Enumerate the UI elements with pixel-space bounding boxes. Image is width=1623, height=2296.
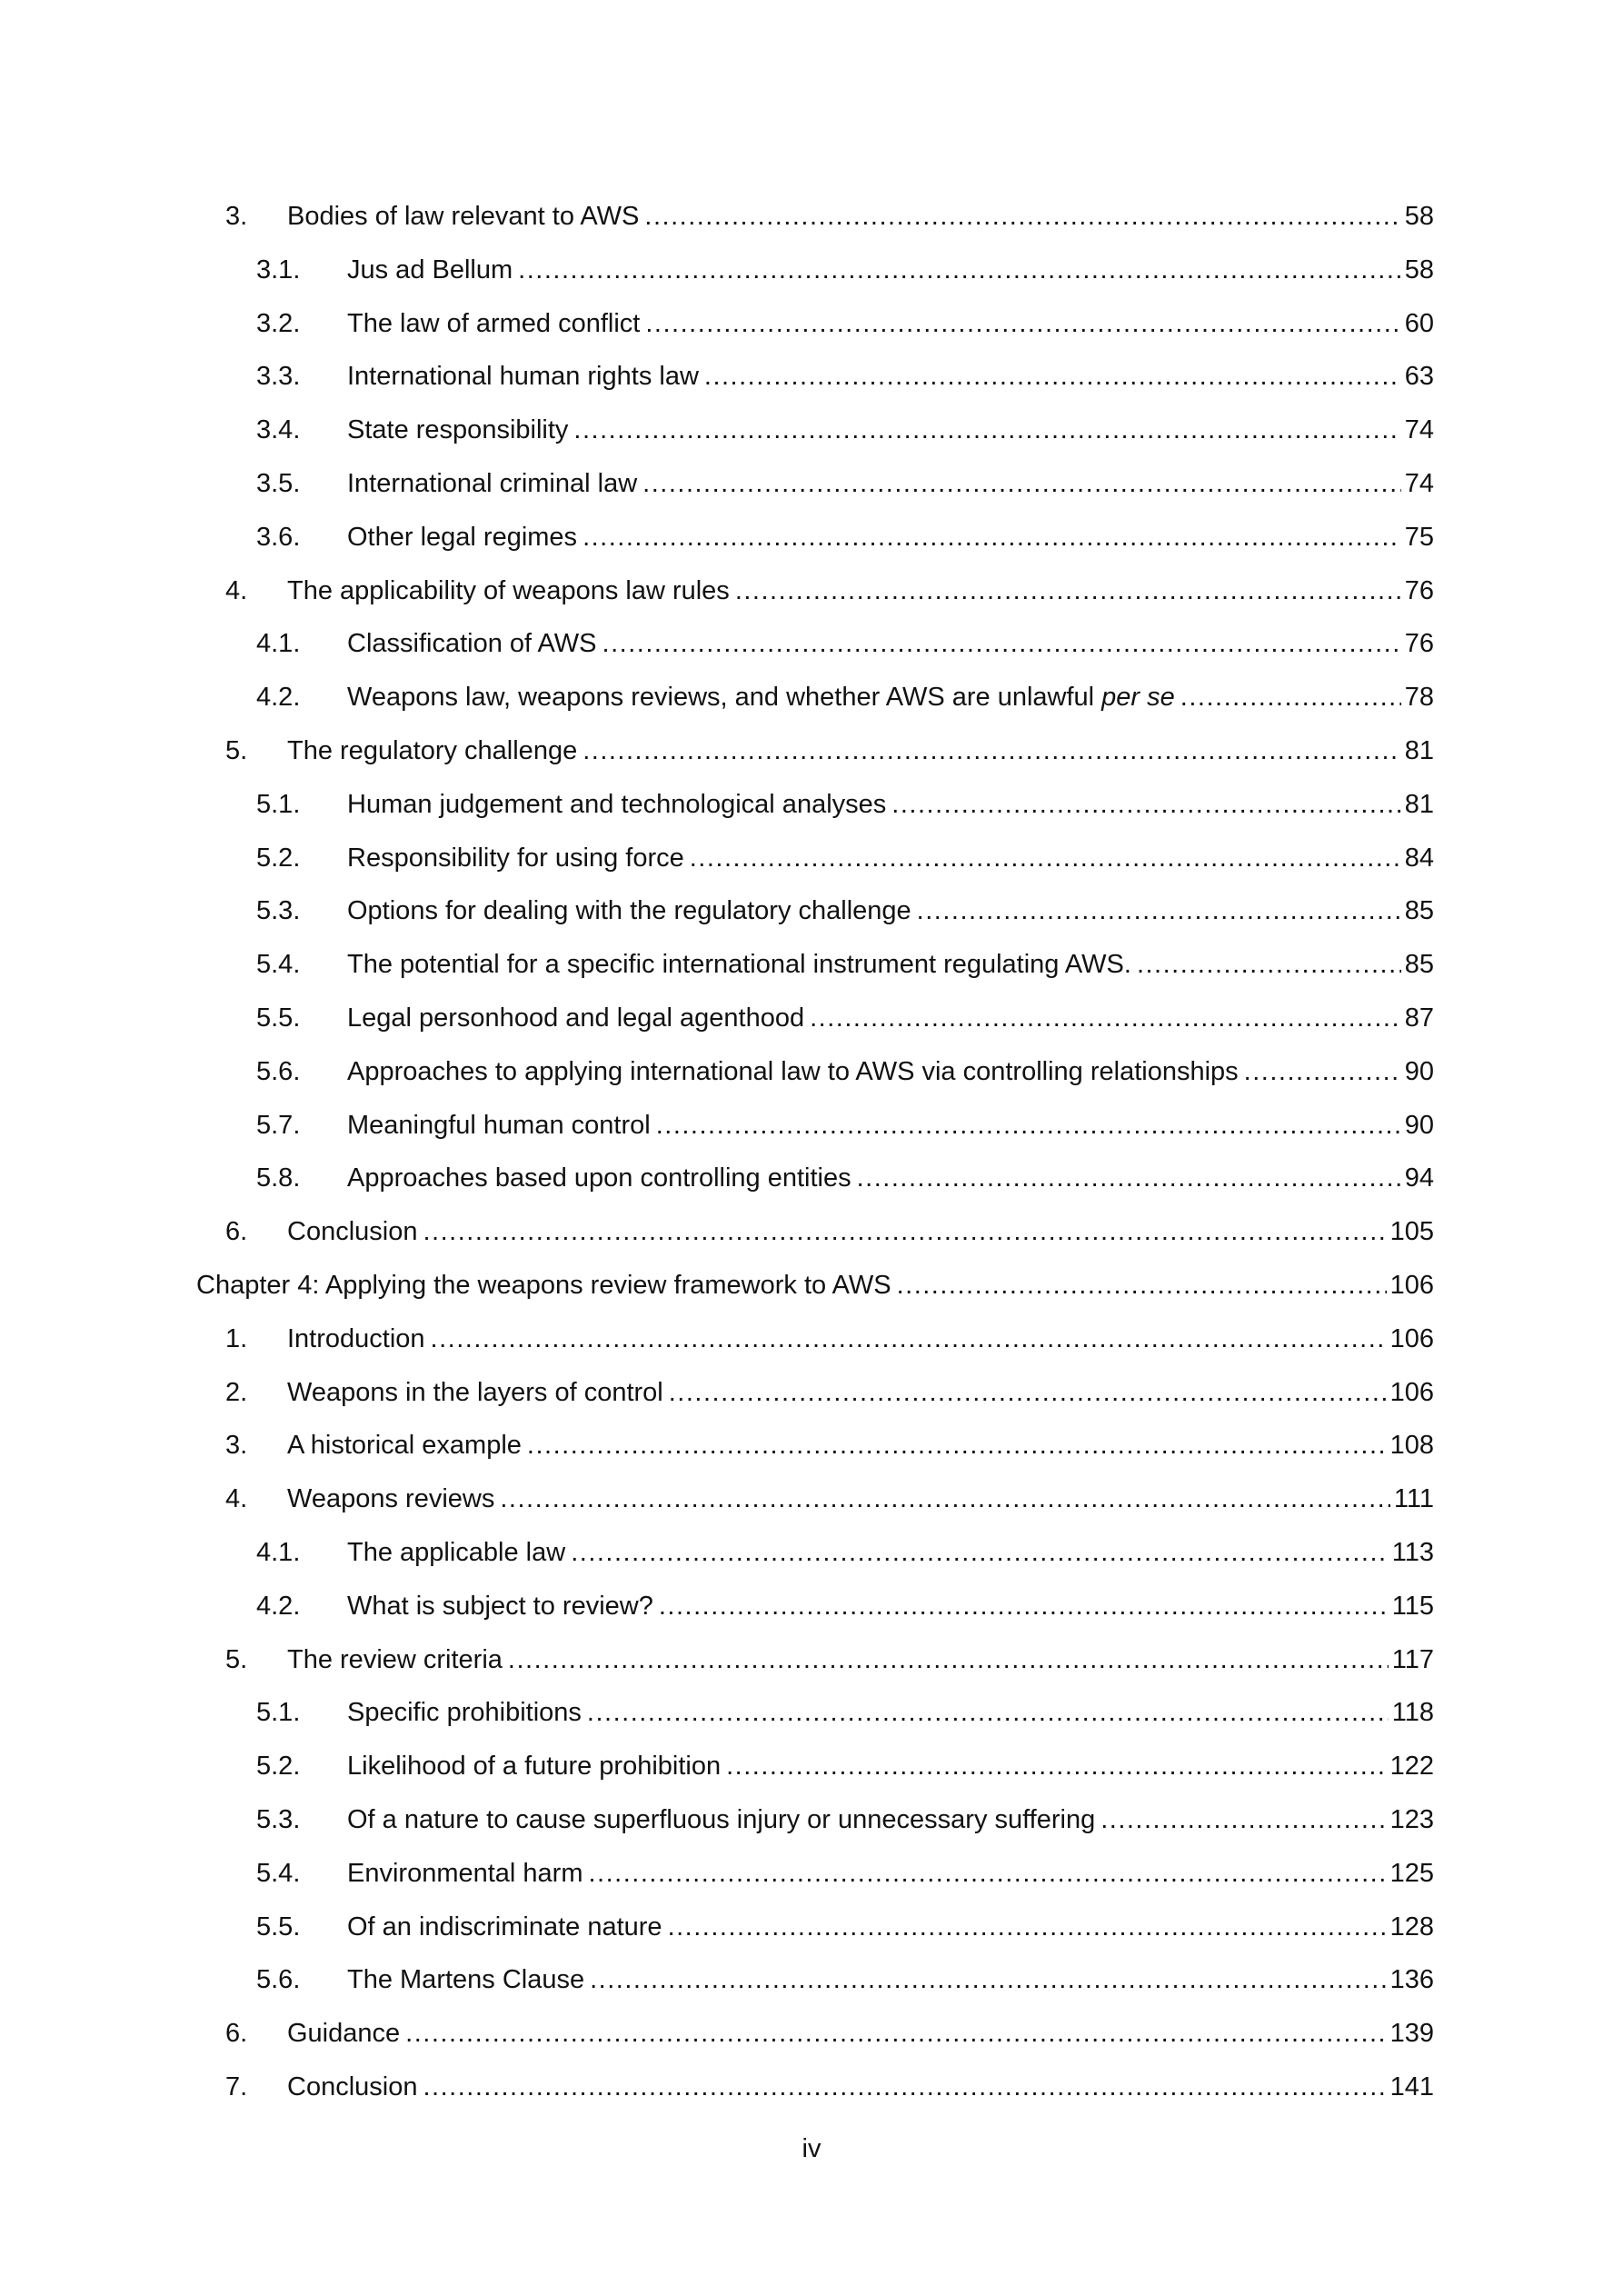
- toc-entry-page-number: 122: [1389, 1752, 1434, 1782]
- toc-entry-title: [347, 414, 568, 446]
- toc-entry-title: [347, 521, 577, 554]
- dot-leader: [659, 1590, 1389, 1622]
- toc-entry-number: 5.4.: [256, 950, 301, 980]
- toc-entry-page-number: 85: [1404, 896, 1434, 926]
- toc-entry-number: 5.5.: [256, 1003, 301, 1033]
- toc-entry-number: 5.1.: [256, 789, 301, 819]
- toc-entry-title: [347, 681, 1175, 714]
- toc-entry-title-text: Environmental harm: [347, 1858, 583, 1888]
- dot-leader: [810, 1002, 1401, 1034]
- toc-entry-number: 5.1.: [256, 1698, 301, 1728]
- toc-entry-title-text: Weapons in the layers of control: [287, 1377, 663, 1407]
- dot-leader: [891, 788, 1400, 821]
- toc-entry-page-number: 106: [1389, 1377, 1434, 1407]
- toc-entry-title-text: International criminal law: [347, 468, 638, 498]
- toc-entry-number: 7.: [225, 2071, 248, 2101]
- dot-leader: [1244, 1055, 1401, 1088]
- toc-entry-number: 6.: [225, 2019, 248, 2049]
- toc-entry-line: [225, 1323, 1434, 1355]
- dot-leader: [508, 1643, 1389, 1676]
- toc-entry[interactable]: [0, 1208, 1623, 1262]
- toc-entry-number: 5.3.: [256, 1804, 301, 1834]
- toc-entry-title-text: Weapons reviews: [287, 1484, 495, 1514]
- toc-entry-title: [347, 1750, 721, 1782]
- toc-entry-number: 5.2.: [256, 843, 301, 873]
- toc-entry-title-text: The Martens Clause: [347, 1965, 585, 1995]
- dot-leader: [857, 1162, 1401, 1194]
- toc-entry-title: [347, 1055, 1239, 1088]
- toc-entry-line: [256, 1803, 1434, 1836]
- toc-entry-title: [287, 2071, 417, 2103]
- toc-entry-page-number: 76: [1404, 629, 1434, 659]
- toc-entry-number: 3.4.: [256, 415, 301, 445]
- toc-entry[interactable]: [0, 2010, 1623, 2063]
- dot-leader: [656, 1109, 1401, 1142]
- dot-leader: [589, 1857, 1387, 1890]
- toc-entry-title: [287, 200, 639, 233]
- toc-entry-number: 4.1.: [256, 1537, 301, 1567]
- toc-entry-number: 5.: [225, 735, 248, 765]
- toc-entry-title-text: Options for dealing with the regulatory challenge: [347, 896, 911, 926]
- toc-entry-page-number: 85: [1404, 950, 1434, 980]
- toc-entry-title: [196, 1269, 891, 1302]
- toc-entry-title-text: The potential for a specific international instrument regulating AWS.: [347, 950, 1131, 980]
- toc-entry-title-text: Conclusion: [287, 2071, 418, 2101]
- toc-entry[interactable]: [0, 246, 1623, 300]
- toc-entry[interactable]: [0, 514, 1623, 567]
- dot-leader: [917, 894, 1401, 927]
- toc-entry[interactable]: [0, 994, 1623, 1048]
- dot-leader: [644, 200, 1400, 233]
- toc-entry-title: [347, 842, 684, 874]
- dot-leader: [645, 307, 1400, 340]
- toc-entry-title-text: Approaches to applying international law to AWS via controlling relationships: [347, 1056, 1239, 1086]
- toc-entry-line: [256, 1002, 1434, 1034]
- toc-entry-line: [256, 681, 1434, 714]
- toc-entry-title-text: The applicable law: [347, 1537, 566, 1567]
- toc-entry-number: 5.6.: [256, 1965, 301, 1995]
- toc-entry-line: [225, 1429, 1434, 1462]
- toc-entry[interactable]: [0, 353, 1623, 406]
- toc-entry-title: [287, 2017, 400, 2050]
- page-number: iv: [802, 2134, 821, 2163]
- toc-entry-title-text: Introduction: [287, 1323, 425, 1353]
- toc-entry[interactable]: [0, 1742, 1623, 1796]
- toc-entry-page-number: 113: [1391, 1537, 1434, 1567]
- toc-entry-page-number: 111: [1393, 1484, 1434, 1514]
- toc-entry-title: [347, 1162, 851, 1194]
- toc-entry-line: [256, 1857, 1434, 1890]
- toc-entry-page-number: 84: [1404, 843, 1434, 873]
- toc-entry-title: [347, 1109, 651, 1142]
- toc-entry-line: [225, 1376, 1434, 1409]
- toc-entry-title-text: Of a nature to cause superfluous injury or unnecessary suffering: [347, 1804, 1096, 1834]
- toc-entry-line: [256, 1109, 1434, 1142]
- toc-entry-title: [347, 894, 911, 927]
- toc-entry-number: 5.4.: [256, 1858, 301, 1888]
- toc-entry[interactable]: [0, 1048, 1623, 1102]
- toc-entry[interactable]: [0, 2063, 1623, 2117]
- dot-leader: [897, 1269, 1387, 1302]
- toc-entry-title-text: Of an indiscriminate nature: [347, 1912, 662, 1942]
- toc-entry[interactable]: [0, 620, 1623, 674]
- toc-entry-page-number: 94: [1404, 1163, 1434, 1193]
- toc-entry[interactable]: [0, 1315, 1623, 1369]
- toc-entry-number: 5.: [225, 1644, 248, 1674]
- toc-entry-number: 5.3.: [256, 896, 301, 926]
- toc-entry-title-text: Classification of AWS: [347, 629, 597, 659]
- toc-entry[interactable]: [0, 674, 1623, 727]
- toc-entry-page-number: 74: [1404, 415, 1434, 445]
- toc-entry-number: 5.6.: [256, 1056, 301, 1086]
- toc-entry[interactable]: [0, 567, 1623, 621]
- toc-entry-number: 4.2.: [256, 683, 301, 713]
- toc-entry-title: [347, 1857, 583, 1890]
- toc-entry-title: [347, 254, 513, 286]
- toc-entry-title-text: The applicability of weapons law rules: [287, 575, 730, 605]
- toc-entry-title-text: The law of armed conflict: [347, 308, 641, 338]
- toc-entry-number: 4.: [225, 1484, 248, 1514]
- dot-leader: [582, 521, 1401, 554]
- toc-entry[interactable]: [0, 1369, 1623, 1423]
- toc-entry-page-number: 90: [1404, 1056, 1434, 1086]
- toc-entry[interactable]: [0, 1529, 1623, 1582]
- toc-entry-number: 5.7.: [256, 1110, 301, 1140]
- toc-entry[interactable]: [0, 1422, 1623, 1475]
- toc-entry-line: [256, 1590, 1434, 1622]
- toc-entry-title: [347, 1696, 582, 1729]
- dot-leader: [500, 1482, 1390, 1515]
- toc-entry-title: [287, 1376, 663, 1409]
- toc-entry-title-text: Approaches based upon controlling entities: [347, 1163, 851, 1193]
- toc-entry-page-number: 81: [1404, 735, 1434, 765]
- toc-entry[interactable]: [0, 1956, 1623, 2010]
- dot-leader: [573, 414, 1400, 446]
- toc-entry-title-text: Responsibility for using force: [347, 843, 684, 873]
- toc-entry[interactable]: [0, 460, 1623, 514]
- toc-entry-title-text: The review criteria: [287, 1644, 503, 1674]
- toc-entry-line: [256, 948, 1434, 981]
- toc-entry-page-number: 123: [1389, 1804, 1434, 1834]
- toc-entry[interactable]: [0, 1475, 1623, 1529]
- toc-entry-page-number: 63: [1404, 362, 1434, 392]
- toc-entry-title-text: Human judgement and technological analyses: [347, 789, 887, 819]
- toc-entry-title: [347, 1911, 662, 1943]
- toc-entry-title-text: The regulatory challenge: [287, 735, 578, 765]
- dot-leader: [602, 627, 1401, 660]
- toc-entry[interactable]: [0, 941, 1623, 994]
- toc-entry[interactable]: [0, 300, 1623, 354]
- dot-leader: [668, 1911, 1387, 1943]
- toc-entry[interactable]: [0, 1582, 1623, 1636]
- dot-leader: [571, 1536, 1389, 1569]
- toc-entry-line: [256, 788, 1434, 821]
- toc-entry-title-text: State responsibility: [347, 415, 569, 445]
- toc-entry-title: [287, 1429, 522, 1462]
- toc-entry-number: 3.3.: [256, 362, 301, 392]
- toc-entry-page-number: 118: [1391, 1698, 1434, 1728]
- toc-entry[interactable]: [0, 1689, 1623, 1742]
- dot-leader: [1180, 681, 1401, 714]
- toc-entry-title-text: Weapons law, weapons reviews, and whether AWS are unlawful: [347, 683, 1102, 713]
- toc-entry-page-number: 60: [1404, 308, 1434, 338]
- toc-entry-line: [256, 307, 1434, 340]
- toc-entry-page-number: 125: [1389, 1858, 1434, 1888]
- toc-entry-title-text: Conclusion: [287, 1217, 418, 1247]
- toc-entry-line: [256, 414, 1434, 446]
- toc-entry-title-text: A historical example: [287, 1431, 522, 1461]
- toc-entry-line: [256, 360, 1434, 393]
- toc-entry-page-number: 90: [1404, 1110, 1434, 1140]
- dot-leader: [423, 1215, 1386, 1248]
- toc-entry-line: [256, 1162, 1434, 1194]
- toc-entry[interactable]: [0, 834, 1623, 888]
- toc-entry-page-number: 75: [1404, 522, 1434, 552]
- toc-entry[interactable]: [0, 1262, 1623, 1315]
- dot-leader: [1100, 1803, 1386, 1836]
- toc-entry-title: [347, 1590, 653, 1622]
- toc-entry-line: [256, 1963, 1434, 1996]
- toc-entry-title: [347, 627, 597, 660]
- toc-entry-title: [347, 1803, 1095, 1836]
- toc-entry-page-number: 58: [1404, 202, 1434, 231]
- toc-entry-number: 3.5.: [256, 468, 301, 498]
- toc-entry-number: 5.2.: [256, 1752, 301, 1782]
- toc-entry-page-number: 105: [1389, 1217, 1434, 1247]
- toc-entry-number: 3.: [225, 202, 248, 231]
- toc-entry-number: 4.: [225, 575, 248, 605]
- dot-leader: [690, 842, 1401, 874]
- toc-entry-title-text: Legal personhood and legal agenthood: [347, 1003, 805, 1033]
- toc-entry-line: [256, 1911, 1434, 1943]
- toc-entry-page-number: 58: [1404, 255, 1434, 285]
- toc-entry-title: [347, 788, 886, 821]
- toc-entry-title-text: International human rights law: [347, 362, 699, 392]
- toc-entry-line: [256, 254, 1434, 286]
- toc-entry-title-text: Chapter 4: Applying the weapons review framework to AWS: [196, 1270, 891, 1300]
- toc-entry-line: [256, 894, 1434, 927]
- toc-entry-line: [225, 1482, 1434, 1515]
- toc-entry-title: [347, 948, 1131, 981]
- toc-entry-page-number: 136: [1389, 1965, 1434, 1995]
- toc-entry[interactable]: [0, 1850, 1623, 1903]
- toc-entry[interactable]: [0, 406, 1623, 460]
- toc-entry-page-number: 139: [1389, 2019, 1434, 2049]
- toc-entry-page-number: 81: [1404, 789, 1434, 819]
- toc-entry-line: [256, 1536, 1434, 1569]
- toc-entry-title-italic: per se: [1101, 683, 1175, 713]
- toc-entry-page-number: 141: [1389, 2071, 1434, 2101]
- toc-entry-title: [287, 1482, 494, 1515]
- toc-entry[interactable]: [0, 727, 1623, 781]
- toc-entry-number: 3.6.: [256, 522, 301, 552]
- toc-entry-number: 2.: [225, 1377, 248, 1407]
- dot-leader: [582, 734, 1401, 767]
- dot-leader: [518, 254, 1401, 286]
- toc-entry-title-text: Jus ad Bellum: [347, 255, 513, 285]
- toc-entry-number: 4.2.: [256, 1591, 301, 1621]
- dot-leader: [587, 1696, 1389, 1729]
- dot-leader: [735, 574, 1401, 607]
- toc-entry-title: [347, 1536, 565, 1569]
- dot-leader: [431, 1323, 1387, 1355]
- dot-leader: [590, 1963, 1386, 1996]
- toc-entry-page-number: 117: [1391, 1644, 1434, 1674]
- toc-entry[interactable]: [0, 1796, 1623, 1850]
- dot-leader: [423, 2071, 1386, 2103]
- toc-entry-line: [256, 1750, 1434, 1782]
- toc-entry-line: [256, 842, 1434, 874]
- toc-entry-page-number: 106: [1389, 1323, 1434, 1353]
- toc-entry-page-number: 76: [1404, 575, 1434, 605]
- dot-leader: [1137, 948, 1401, 981]
- toc-entry-line: [225, 2071, 1434, 2103]
- toc-entry-title: [347, 1963, 584, 1996]
- toc-entry-line: [256, 1696, 1434, 1729]
- toc-entry-line: [225, 200, 1434, 233]
- toc-entry-title-text: What is subject to review?: [347, 1591, 653, 1621]
- toc-entry-number: 5.5.: [256, 1912, 301, 1942]
- toc-entry[interactable]: [0, 781, 1623, 834]
- toc-entry-title: [287, 1215, 417, 1248]
- toc-entry[interactable]: [0, 193, 1623, 246]
- toc-entry-line: [196, 1269, 1434, 1302]
- toc-entry-line: [225, 574, 1434, 607]
- dot-leader: [704, 360, 1401, 393]
- toc-entry-line: [225, 2017, 1434, 2050]
- toc-entry[interactable]: [0, 1636, 1623, 1690]
- toc-entry-page-number: 74: [1404, 468, 1434, 498]
- toc-entry[interactable]: [0, 887, 1623, 941]
- dot-leader: [642, 467, 1401, 500]
- dot-leader: [405, 2017, 1386, 2050]
- toc-entry-line: [256, 467, 1434, 500]
- toc-entry-title-text: Bodies of law relevant to AWS: [287, 202, 640, 231]
- dot-leader: [669, 1376, 1387, 1409]
- toc-entry-title-text: Specific prohibitions: [347, 1698, 582, 1728]
- toc-entry-title: [347, 307, 640, 340]
- toc-entry-title: [347, 360, 699, 393]
- toc-entry-number: 1.: [225, 1323, 248, 1353]
- toc-entry-line: [225, 734, 1434, 767]
- toc-entry-page-number: 115: [1391, 1591, 1434, 1621]
- toc-entry-title-text: Other legal regimes: [347, 522, 578, 552]
- toc-entry-title-text: Likelihood of a future prohibition: [347, 1752, 722, 1782]
- toc-entry-line: [256, 627, 1434, 660]
- toc-entry-number: 3.: [225, 1431, 248, 1461]
- toc-entry-line: [225, 1215, 1434, 1248]
- toc-entry-number: 3.1.: [256, 255, 301, 285]
- table-of-contents: [0, 193, 1623, 2117]
- toc-entry-number: 5.8.: [256, 1163, 301, 1193]
- toc-entry-title: [287, 574, 730, 607]
- toc-entry-title: [287, 734, 577, 767]
- toc-entry-number: 6.: [225, 1217, 248, 1247]
- toc-entry-title: [287, 1643, 503, 1676]
- toc-entry-page-number: 128: [1389, 1912, 1434, 1942]
- toc-entry[interactable]: [0, 1154, 1623, 1208]
- toc-entry-title: [287, 1323, 425, 1355]
- toc-entry-page-number: 108: [1389, 1431, 1434, 1461]
- toc-entry-page-number: 87: [1404, 1003, 1434, 1033]
- dot-leader: [726, 1750, 1386, 1782]
- toc-entry[interactable]: [0, 1903, 1623, 1957]
- dot-leader: [527, 1429, 1387, 1462]
- toc-entry-page-number: 106: [1389, 1270, 1434, 1300]
- toc-entry-line: [256, 521, 1434, 554]
- toc-entry[interactable]: [0, 1102, 1623, 1155]
- toc-entry-title: [347, 467, 637, 500]
- toc-entry-number: 4.1.: [256, 629, 301, 659]
- toc-entry-title-text: Guidance: [287, 2019, 401, 2049]
- toc-entry-title-text: Meaningful human control: [347, 1110, 651, 1140]
- toc-entry-number: 3.2.: [256, 308, 301, 338]
- toc-entry-line: [225, 1643, 1434, 1676]
- toc-entry-title: [347, 1002, 804, 1034]
- toc-entry-page-number: 78: [1404, 683, 1434, 713]
- toc-entry-line: [256, 1055, 1434, 1088]
